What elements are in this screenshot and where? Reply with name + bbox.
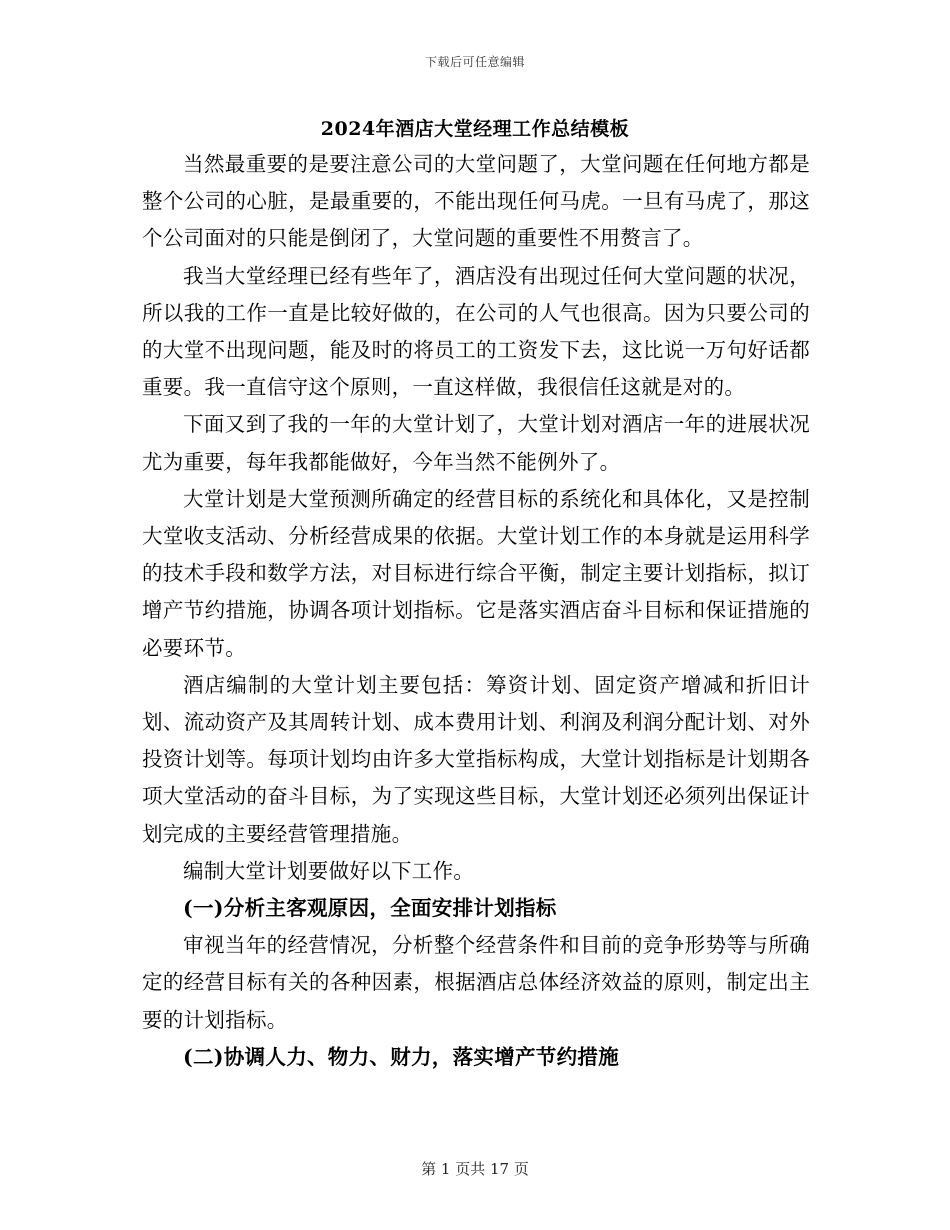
section-heading-2: (二)协调人力、物力、财力，落实增产节约措施: [183, 1044, 619, 1069]
paragraph-4: 大堂计划是大堂预测所确定的经营目标的系统化和具体化，又是控制大堂收支活动、分析经营成果的依据。大堂计划工作的本身就是运用科学的技术手段和数学方法，对目标进行综合平衡，制定主要计划指标，拟订增产节约措施，协调各项计划指标。它是落实酒店奋斗目标和保证措施的必要环节。: [142, 486, 810, 660]
page-header-note: 下载后可任意编辑: [424, 55, 525, 69]
section-heading-1: (一)分析主客观原因，全面安排计划指标: [183, 896, 557, 921]
paragraph-6: 编制大堂计划要做好以下工作。: [183, 858, 475, 883]
paragraph-3: 下面又到了我的一年的大堂计划了，大堂计划对酒店一年的进展状况尤为重要，每年我都能做好，今年当然不能例外了。: [142, 412, 810, 474]
document-body: [142, 146, 810, 1076]
page-number-footer: 第 1 页共 17 页: [421, 1160, 529, 1178]
paragraph-5: 酒店编制的大堂计划主要包括：筹资计划、固定资产增减和折旧计划、流动资产及其周转计划、成本费用计划、利润及利润分配计划、对外投资计划等。每项计划均由许多大堂指标构成，大堂计划指标是计划期各项大堂活动的奋斗目标，为了实现这些目标，大堂计划还必须列出保证计划完成的主要经营管理措施。: [142, 672, 810, 846]
paragraph-7: 审视当年的经营情况，分析整个经营条件和目前的竞争形势等与所确定的经营目标有关的各种因素，根据酒店总体经济效益的原则，制定出主要的计划指标。: [142, 933, 810, 1032]
document-title: 2024年酒店大堂经理工作总结模板: [320, 118, 630, 140]
paragraph-2: 我当大堂经理已经有些年了，酒店没有出现过任何大堂问题的状况，所以我的工作一直是比较好做的，在公司的人气也很高。因为只要公司的的大堂不出现问题，能及时的将员工的工资发下去，这比说一万句好话都重要。我一直信守这个原则，一直这样做，我很信任这就是对的。: [142, 263, 810, 400]
paragraph-1: 当然最重要的是要注意公司的大堂问题了，大堂问题在任何地方都是整个公司的心脏，是最重要的，不能出现任何马虎。一旦有马虎了，那这个公司面对的只能是倒闭了，大堂问题的重要性不用赘言了。: [142, 152, 810, 251]
